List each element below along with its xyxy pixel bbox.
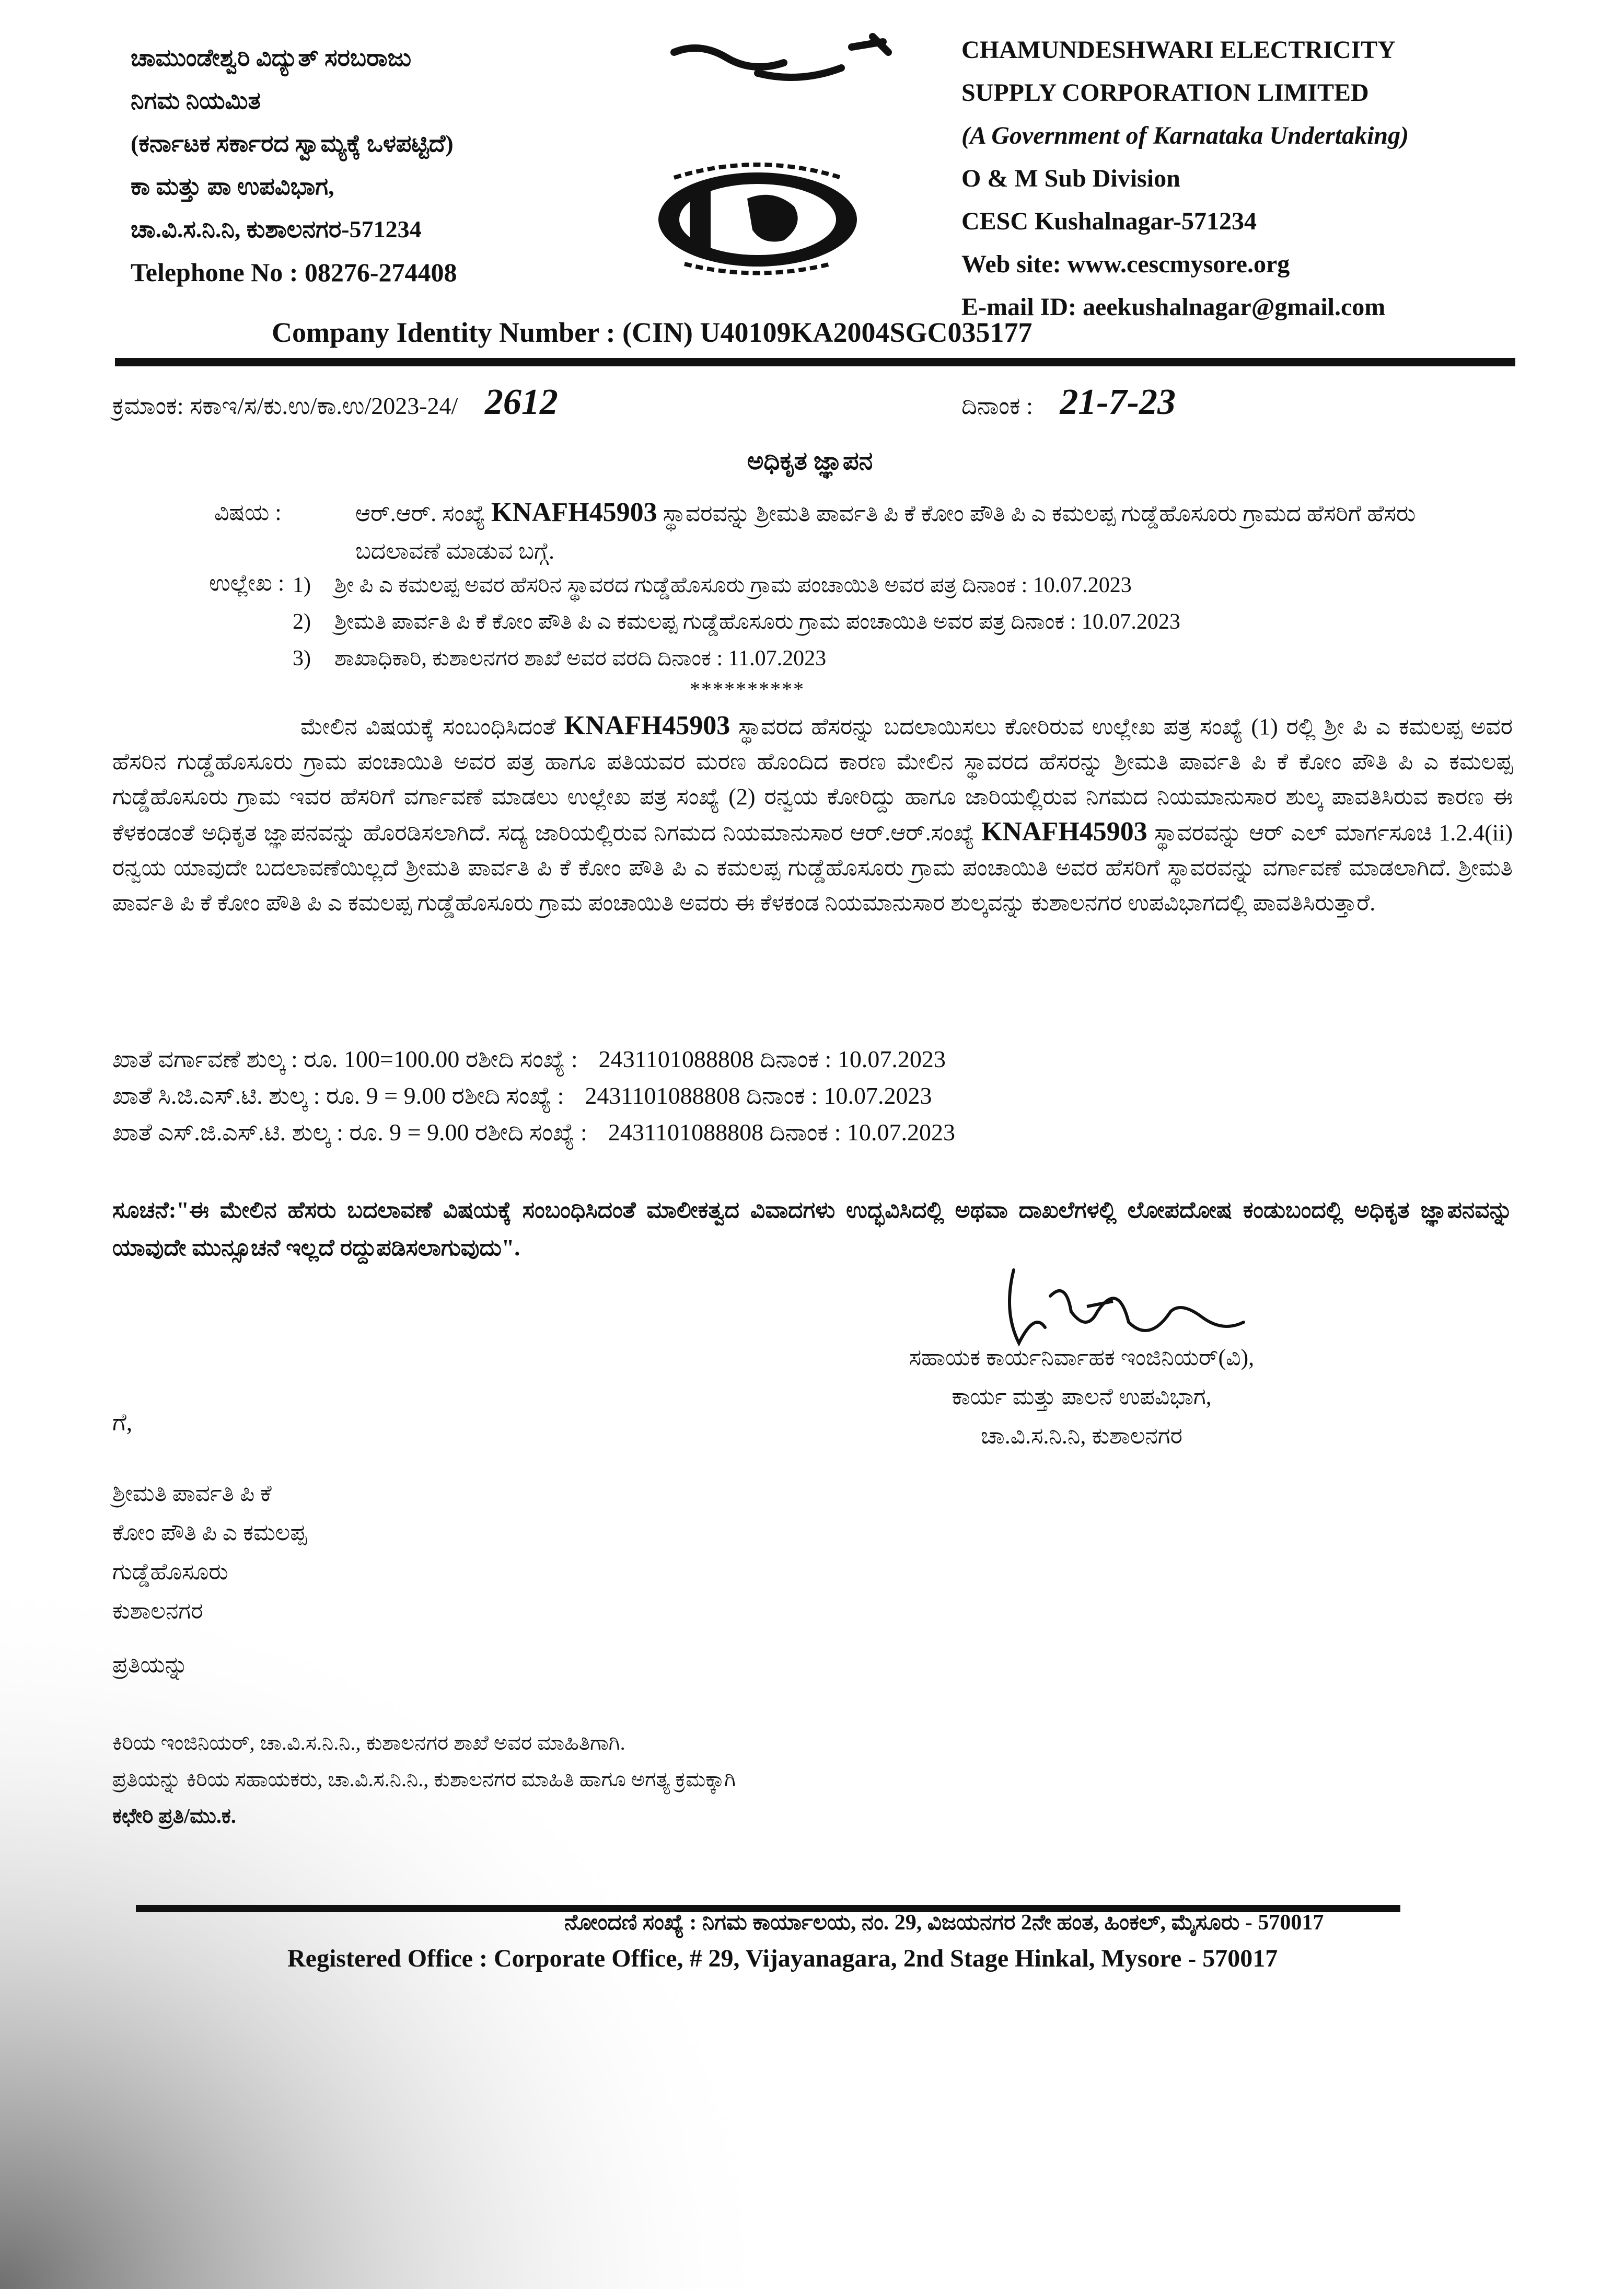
address-line: ಕುಶಾಲನಗರ [112, 1598, 203, 1624]
fee-line: ಖಾತೆ ವರ್ಗಾವಣೆ ಶುಲ್ಕ : ರೂ. 100=100.00 ರಶೀದಿ ಸಂಖ್ಯೆ : 2431101088808 ದಿನಾಂಕ : 10.07.2023 [112, 1046, 946, 1072]
fee-line: ಖಾತೆ ಎಸ್.ಜಿ.ಎಸ್.ಟಿ. ಶುಲ್ಕ : ರೂ. 9 = 9.00 ರಶೀದಿ ಸಂಖ್ಯೆ : 2431101088808 ದಿನಾಂಕ : 10.07.2023 [112, 1119, 955, 1146]
scribble-mark [664, 31, 899, 89]
footer-registered-office: Registered Office : Corporate Office, # 29, Vijayanagara, 2nd Stage Hinkal, Mysore - 570017 [287, 1945, 1278, 1972]
header-kn-line: ಚಾ.ವಿ.ಸ.ನಿ.ನಿ, ಕುಶಾಲನಗರ-571234 [131, 216, 422, 242]
note-text: ಸೂಚನೆ:"ಈ ಮೇಲಿನ ಹೆಸರು ಬದಲಾವಣೆ ವಿಷಯಕ್ಕೆ ಸಂಬಂಧಿಸಿದಂತೆ ಮಾಲೀಕತ್ವದ ವಿವಾದಗಳು ಉದ್ಭವಿಸಿದಲ್ಲಿ ಅಥವಾ ದಾಖಲೆಗಳಲ್ಲಿ ಲೋಪದೋಷ ಕಂಡುಬಂದಲ್ಲಿ ಅಧಿಕೃತ ಜ್ಞಾಪನವನ್ನು ಯಾವುದೇ ಮುನ್ಸೂಚನೆ ಇಲ್ಲದೆ ರದ್ದುಪಡಿಸಲಾಗುವುದು". [112, 1197, 1513, 1261]
address-line: ಶ್ರೀಮತಿ ಪಾರ್ವತಿ ಪಿ ಕೆ [112, 1481, 272, 1506]
header-kn-line: ನಿಗಮ ನಿಯಮಿತ [131, 87, 261, 114]
date-value: 21-7-23 [1060, 382, 1176, 422]
body-text: ಮೇಲಿನ ವಿಷಯಕ್ಕೆ ಸಂಬಂಧಿಸಿದಂತೆ [300, 714, 556, 739]
references-label: ಉಲ್ಲೇಖ : [209, 570, 285, 596]
header-left [131, 37, 601, 294]
header-kn-line: ಕಾ ಮತ್ತು ಪಾ ಉಪವಿಭಾಗ, [131, 173, 334, 200]
reference-item: 1) ಶ್ರೀ ಪಿ ಎ ಕಮಲಪ್ಪ ಅವರ ಹೆಸರಿನ ಸ್ಥಾವರದ ಗುಡ್ಡೆಹೊಸೂರು ಗ್ರಾಮ ಪಂಚಾಯಿತಿ ಅವರ ಪತ್ರ ದಿನಾಂಕ : 10.07.2023 [293, 573, 1132, 597]
header-right [961, 29, 1568, 329]
copies-list [112, 1725, 1419, 1834]
copy-heading: ಪ್ರತಿಯನ್ನು [112, 1652, 188, 1678]
addressee-block [112, 1474, 307, 1631]
header-en-line: O & M Sub Division [961, 165, 1180, 192]
copy-line: ಕಿರಿಯ ಇಂಜಿನಿಯರ್, ಚಾ.ವಿ.ಸ.ನಿ.ನಿ., ಕುಶಾಲನಗರ ಶಾಖೆ ಅವರ ಮಾಹಿತಿಗಾಗಿ. [112, 1731, 625, 1754]
header-en-line: CHAMUNDESHWARI ELECTRICITY [961, 36, 1396, 64]
reference-label: ಕ್ರಮಾಂಕ: ಸಕಾಇ/ಸ/ಕು.ಉ/ಕಾ.ಉ/2023-24/ [112, 392, 458, 419]
address-line: ಕೋಂ ಪೌತಿ ಪಿ ಎ ಕಮಲಪ್ಪ [112, 1520, 307, 1545]
header-kn-line: ಚಾಮುಂಡೇಶ್ವರಿ ವಿದ್ಯುತ್ ಸರಬರಾಜು [131, 44, 412, 71]
header-en-line: SUPPLY CORPORATION LIMITED [961, 79, 1369, 107]
copy-line: ಪ್ರತಿಯನ್ನು ಕಿರಿಯ ಸಹಾಯಕರು, ಚಾ.ವಿ.ಸ.ನಿ.ನಿ., ಕುಶಾಲನಗರ ಮಾಹಿತಿ ಹಾಗೂ ಅಗತ್ಯ ಕ್ರಮಕ್ಕಾಗಿ [112, 1767, 736, 1791]
header-en-line: E-mail ID: aeekushalnagar@gmail.com [961, 293, 1386, 321]
date-label: ದಿನಾಂಕ : [961, 392, 1033, 419]
telephone: Telephone No : 08276-274408 [131, 258, 457, 287]
subject-text-before: ಆರ್.ಆರ್. ಸಂಖ್ಯೆ [355, 501, 485, 526]
to-label: ಗೆ, [112, 1409, 133, 1436]
header-en-line: CESC Kushalnagar-571234 [961, 207, 1257, 235]
copy-line: ಕಛೇರಿ ಪ್ರತಿ/ಮು.ಕ. [112, 1804, 236, 1828]
memo-title: ಅಧಿಕೃತ ಜ್ಞಾಪನ [747, 447, 873, 475]
header-kn-line: (ಕರ್ನಾಟಕ ಸರ್ಕಾರದ ಸ್ವಾಮ್ಯಕ್ಕೆ ಒಳಪಟ್ಟಿದೆ) [131, 130, 454, 157]
reference-number: 2612 [484, 382, 558, 422]
account-number: KNAFH45903 [564, 711, 730, 741]
references-list [293, 567, 1515, 677]
subject-text [355, 494, 1505, 570]
signatory-block [794, 1338, 1369, 1455]
reference-line [112, 382, 558, 423]
body-paragraph [112, 708, 1513, 920]
header-rule [115, 358, 1515, 366]
footer-kannada: ನೋಂದಣಿ ಸಂಖ್ಯೆ : ನಿಗಮ ಕಾರ್ಯಾಲಯ, ನಂ. 29, ವಿಜಯನಗರ 2ನೇ ಹಂತ, ಹಿಂಕಲ್, ಮೈಸೂರು - 570017 [564, 1911, 1324, 1935]
date-line [961, 382, 1176, 423]
account-number: KNAFH45903 [981, 817, 1147, 847]
fee-line: ಖಾತೆ ಸಿ.ಜಿ.ಎಸ್.ಟಿ. ಶುಲ್ಕ : ರೂ. 9 = 9.00 ರಶೀದಿ ಸಂಖ್ಯೆ : 2431101088808 ದಿನಾಂಕ : 10.07.2023 [112, 1082, 932, 1109]
separator-stars: ********** [690, 677, 805, 701]
reference-item: 2) ಶ್ರೀಮತಿ ಪಾರ್ವತಿ ಪಿ ಕೆ ಕೋಂ ಪೌತಿ ಪಿ ಎ ಕಮಲಪ್ಪ ಗುಡ್ಡೆಹೊಸೂರು ಗ್ರಾಮ ಪಂಚಾಯಿತಿ ಅವರ ಪತ್ರ ದಿನಾಂಕ : 10.07.2023 [293, 610, 1180, 634]
account-number: KNAFH45903 [491, 498, 657, 527]
signatory-line: ಚಾ.ವಿ.ಸ.ನಿ.ನಿ, ಕುಶಾಲನಗರ [981, 1423, 1182, 1449]
body-text: ಸ್ಥಾವರವನ್ನು ಆರ್ ಎಲ್ ಮಾರ್ಗಸೂಚಿ 1.2.4(ii) ರನ್ವಯ ಯಾವುದೇ ಬದಲಾವಣೆಯಿಲ್ಲದೆ ಶ್ರೀಮತಿ ಪಾರ್ವತಿ ಪಿ ಕೆ ಕೋಂ ಪೌತಿ ಪಿ ಎ ಕಮಲಪ್ಪ ಗುಡ್ಡೆಹೊಸೂರು ಗ್ರಾಮ ಪಂಚಾಯಿತಿ ಅವರ ಹೆಸರಿಗೆ ಸ್ಥಾವರವನ್ನು ವರ್ಗಾವಣೆ ಮಾಡಲಾಗಿದೆ. ಶ್ರೀಮತಿ ಪಾರ್ವತಿ ಪಿ ಕೆ ಕೋಂ ಪೌತಿ ಪಿ ಎ ಕಮಲಪ್ಪ ಗುಡ್ಡೆಹೊಸೂರು ಗ್ರಾಮ ಪಂಚಾಯಿತಿ ಅವರು ಈ ಕೆಳಕಂಡ ನಿಯಮಾನುಸಾರ ಶುಲ್ಕವನ್ನು ಕುಶಾಲನಗರ ಉಪವಿಭಾಗದಲ್ಲಿ ಪಾವತಿಸಿರುತ್ತಾರೆ. [112, 820, 1513, 916]
subject-text-after: ಸ್ಥಾವರವನ್ನು ಶ್ರೀಮತಿ ಪಾರ್ವತಿ ಪಿ ಕೆ ಕೋಂ ಪೌತಿ ಪಿ ಎ ಕಮಲಪ್ಪ ಗುಡ್ಡೆಹೊಸೂರು ಗ್ರಾಮದ ಹೆಸರಿಗೆ ಹೆಸರು ಬದಲಾವಣೆ ಮಾಡುವ ಬಗ್ಗೆ. [355, 501, 1416, 564]
address-line: ಗುಡ್ಡೆಹೊಸೂರು [112, 1559, 228, 1585]
header-en-line: Web site: www.cescmysore.org [961, 250, 1290, 278]
company-cin: Company Identity Number : (CIN) U40109KA2004SGC035177 [272, 317, 1033, 348]
header-en-line: (A Government of Karnataka Undertaking) [961, 122, 1409, 149]
reference-item: 3) ಶಾಖಾಧಿಕಾರಿ, ಕುಶಾಲನಗರ ಶಾಖೆ ಅವರ ವರದಿ ದಿನಾಂಕ : 11.07.2023 [293, 646, 827, 670]
body-text: ಸ್ಥಾವರದ ಹೆಸರನ್ನು ಬದಲಾಯಿಸಲು ಕೋರಿರುವ ಉಲ್ಲೇಖ ಪತ್ರ ಸಂಖ್ಯೆ (1) ರಲ್ಲಿ ಶ್ರೀ ಪಿ ಎ ಕಮಲಪ್ಪ ಅವರ ಹೆಸರಿನ ಗುಡ್ಡೆಹೊಸೂರು ಗ್ರಾಮ ಪಂಚಾಯಿತಿ ಅವರ ಪತ್ರ ಹಾಗೂ ಪತಿಯವರ ಮರಣ ಹೊಂದಿದ ಕಾರಣ ಮೇಲಿನ ಸ್ಥಾವರದ ಹೆಸರನ್ನು ಶ್ರೀಮತಿ ಪಾರ್ವತಿ ಪಿ ಕೆ ಕೋಂ ಪೌತಿ ಪಿ ಎ ಕಮಲಪ್ಪ ಗುಡ್ಡೆಹೊಸೂರು ಗ್ರಾಮ ಇವರ ಹೆಸರಿಗೆ ವರ್ಗಾವಣೆ ಮಾಡಲು ಉಲ್ಲೇಖ ಪತ್ರ ಸಂಖ್ಯೆ (2) ರನ್ವಯ ಕೋರಿದ್ದು ಹಾಗೂ ಜಾರಿಯಲ್ಲಿರುವ ನಿಗಮದ ನಿಯಮಾನುಸಾರ ಶುಲ್ಕ ಪಾವತಿಸಿರುವ ಕಾರಣ ಈ ಕೆಳಕಂಡಂತೆ ಅಧಿಕೃತ ಜ್ಞಾಪನವನ್ನು ಹೊರಡಿಸಲಾಗಿದೆ. ಸದ್ಯ ಜಾರಿಯಲ್ಲಿರುವ ನಿಗಮದ ನಿಯಮಾನುಸಾರ ಆರ್.ಆರ್.ಸಂಖ್ಯೆ [112, 714, 1513, 846]
cesc-logo [653, 157, 862, 277]
signatory-line: ಕಾರ್ಯ ಮತ್ತು ಪಾಲನೆ ಉಪವಿಭಾಗ, [952, 1384, 1212, 1409]
signatory-line: ಸಹಾಯಕ ಕಾರ್ಯನಿರ್ವಾಹಕ ಇಂಜಿನಿಯರ್(ವಿ), [909, 1345, 1255, 1370]
subject-label: ವಿಷಯ : [214, 500, 282, 525]
